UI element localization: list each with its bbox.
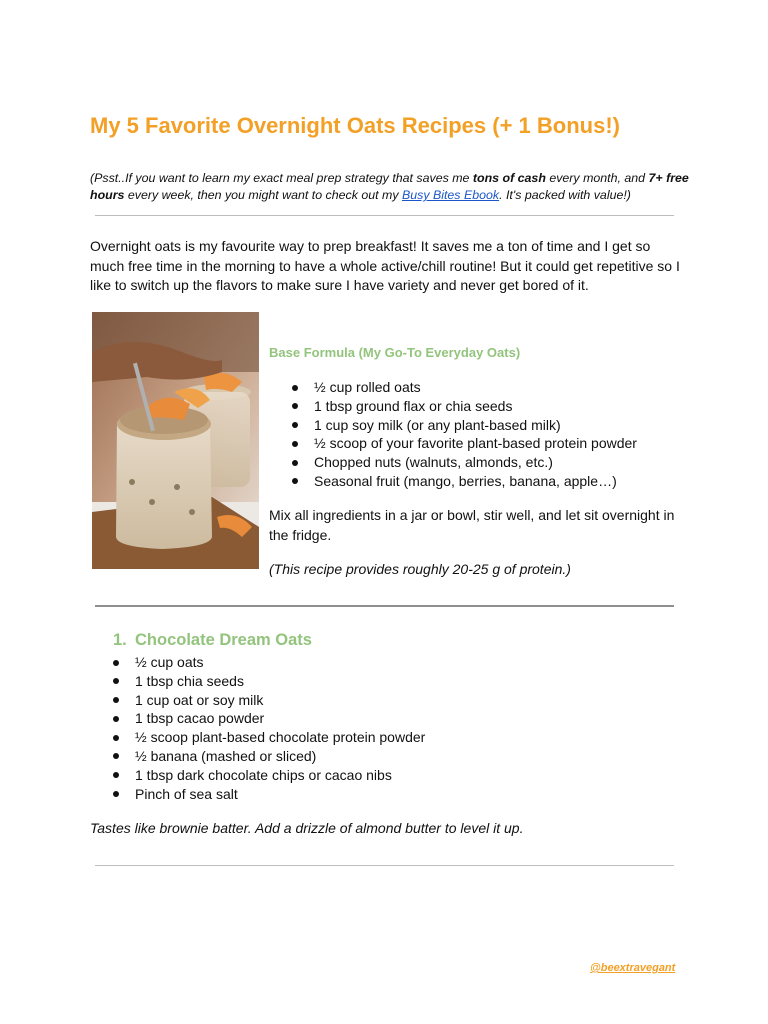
ebook-link[interactable]: Busy Bites Ebook (401, 188, 500, 202)
bullet-icon (113, 772, 119, 778)
list-item: ½ scoop of your favorite plant-based protein powder (292, 434, 692, 453)
bullet-icon (292, 422, 298, 428)
list-item: ½ cup rolled oats (292, 378, 692, 397)
list-item: 1 tbsp ground flax or chia seeds (292, 397, 692, 416)
bullet-icon (292, 441, 298, 447)
divider-bottom (95, 865, 674, 866)
base-formula-heading: Base Formula (My Go-To Everyday Oats) (269, 345, 521, 360)
note-text-4: . It's packed with value!) (499, 188, 631, 202)
bullet-icon (113, 735, 119, 741)
divider-top (95, 215, 674, 216)
list-item: ½ cup oats (113, 653, 533, 672)
list-item: 1 tbsp chia seeds (113, 672, 533, 691)
bullet-icon (113, 697, 119, 703)
note-bold-hours: 7+ free hours (90, 171, 689, 202)
bullet-icon (292, 478, 298, 484)
list-item: 1 tbsp cacao powder (113, 709, 533, 728)
list-item: Pinch of sea salt (113, 785, 533, 804)
list-item: ½ scoop plant-based chocolate protein powder (113, 728, 533, 747)
document-title: My 5 Favorite Overnight Oats Recipes (+ 1 Bonus!) (90, 113, 620, 138)
recipe-number: 1. (113, 631, 127, 649)
list-item: Chopped nuts (walnuts, almonds, etc.) (292, 453, 692, 472)
note-bold-cash: tons of cash (472, 171, 546, 185)
bullet-icon (113, 791, 119, 797)
base-ingredient-list (292, 378, 692, 491)
protein-note: (This recipe provides roughly 20-25 g of protein.) (269, 561, 571, 577)
social-handle-link[interactable]: @beextravegant (590, 962, 676, 974)
list-item: 1 tbsp dark chocolate chips or cacao nibs (113, 766, 533, 785)
chocolate-oats-tip: Tastes like brownie batter. Add a drizzle of almond butter to level it up. (90, 820, 524, 836)
recipe-title: Chocolate Dream Oats (135, 631, 312, 649)
bullet-icon (113, 753, 119, 759)
list-item: Seasonal fruit (mango, berries, banana, apple…) (292, 472, 692, 491)
bullet-icon (113, 660, 119, 666)
chocolate-ingredient-list (113, 653, 533, 803)
bullet-icon (113, 716, 119, 722)
intro-paragraph: Overnight oats is my favourite way to prep breakfast! It saves me a ton of time and I get so much free time in the morning to have a whole active/chill routine! But it could get repetitive so I like to switch up the flavors to make sure I have variety and never get bored of it. (90, 238, 680, 293)
bullet-icon (113, 678, 119, 684)
bullet-icon (292, 403, 298, 409)
chocolate-oats-heading (113, 631, 312, 650)
bullet-icon (292, 460, 298, 466)
bullet-icon (292, 385, 298, 391)
note-text-3: every week, then you might want to check out my (124, 188, 402, 202)
divider-middle (95, 605, 674, 607)
note-text-1: (Psst..If you want to learn my exact meal prep strategy that saves me (90, 171, 473, 185)
base-instructions: Mix all ingredients in a jar or bowl, stir well, and let sit overnight in the fridge. (269, 507, 675, 543)
list-item: 1 cup oat or soy milk (113, 691, 533, 710)
note-text-2: every month, and (545, 171, 649, 185)
overnight-oats-photo (92, 312, 259, 569)
ebook-promo-note (90, 170, 690, 204)
list-item: ½ banana (mashed or sliced) (113, 747, 533, 766)
list-item: 1 cup soy milk (or any plant-based milk) (292, 416, 692, 435)
